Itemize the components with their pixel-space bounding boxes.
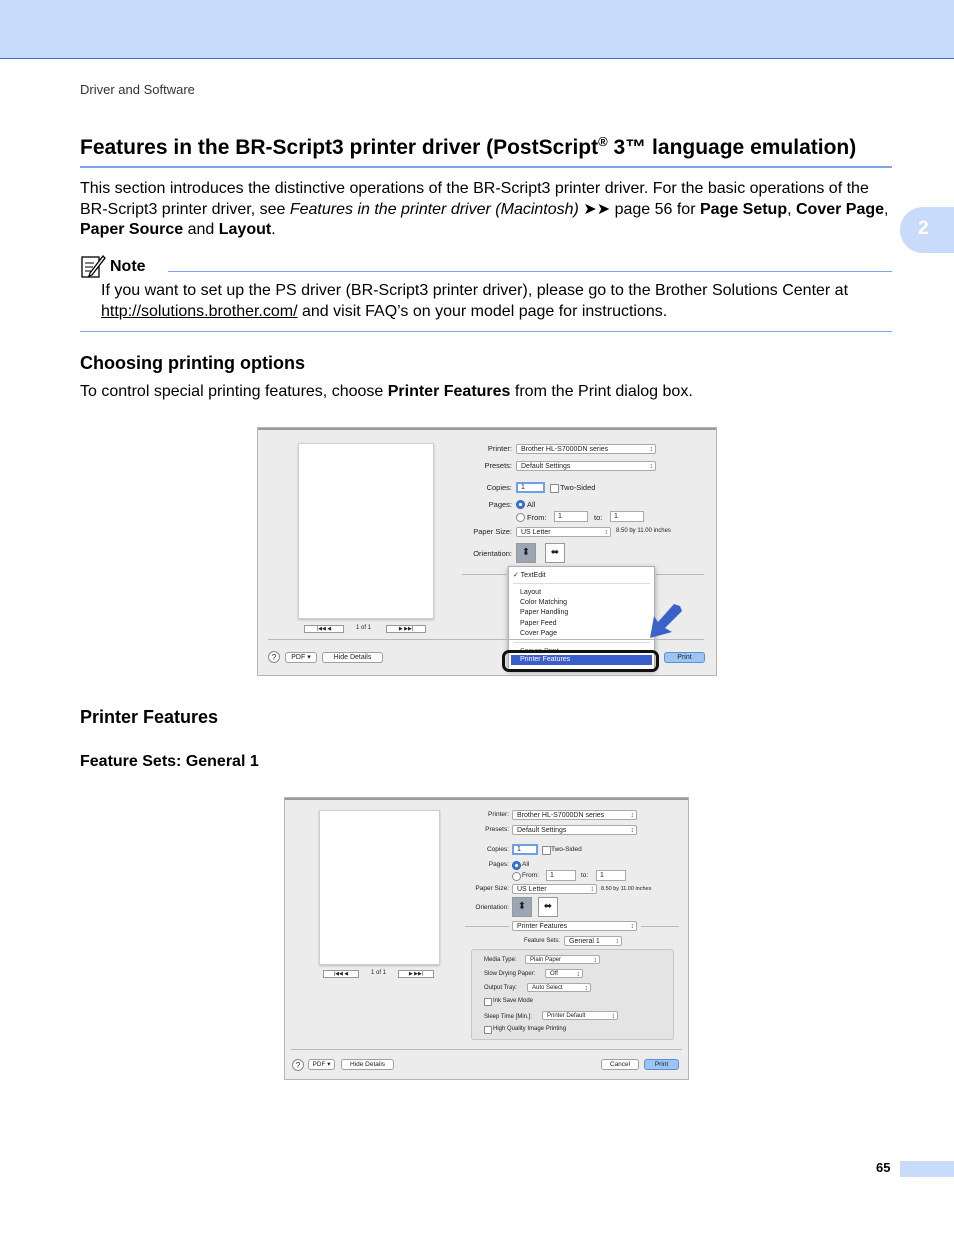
pager-label: 1 of 1 [356,625,372,631]
ink-save-label: Ink Save Mode [493,998,534,1004]
copies-label: Copies: [486,483,512,492]
pages-all-label: All [522,861,530,868]
pages-to-label: to: [594,513,603,522]
high-quality-label: High Quality Image Printing [493,1026,567,1032]
pages-all-radio[interactable] [512,861,521,870]
pages-label: Pages: [488,861,509,868]
feature-sets-label: Feature Sets: [523,938,560,944]
print-button[interactable]: Print [664,652,705,663]
note-rule-top [168,271,892,272]
title-rule [80,166,892,168]
pager-label: 1 of 1 [371,970,387,976]
pdf-button[interactable]: PDF ▾ [308,1059,335,1070]
two-sided-label: Two-Sided [551,846,582,853]
portrait-icon: ⬍ [521,547,531,558]
pages-from-radio[interactable] [512,872,521,881]
help-button[interactable]: ? [268,651,280,663]
note-icon [80,253,106,279]
pointer-arrow-icon [648,604,682,640]
paper-size-select[interactable]: US Letter ↕ [512,884,597,894]
slow-drying-label: Slow Drying Paper: [484,971,536,977]
page-preview [298,443,434,619]
feature-sets-select[interactable]: General 1 ↕ [564,936,622,946]
pdf-button[interactable]: PDF ▾ [285,652,317,663]
pages-from-radio[interactable] [516,513,525,522]
orientation-label: Orientation: [475,904,509,911]
presets-select[interactable]: Default Settings ↕ [512,825,637,835]
pages-all-label: All [527,500,536,509]
print-dialog-screenshot-1 [257,427,717,676]
hide-details-button[interactable]: Hide Details [341,1059,394,1070]
ink-save-checkbox[interactable] [484,998,492,1006]
paper-dimensions: 8.50 by 11.00 inches [616,528,671,534]
printer-select[interactable]: Brother HL-S7000DN series ↕ [512,810,637,820]
intro-reference: Features in the printer driver (Macintosh) [289,200,579,218]
pager-forward-button[interactable]: ▶ ▶▶| [386,625,426,633]
presets-select[interactable]: Default Settings ↕ [516,461,656,471]
landscape-orientation-button[interactable] [545,543,565,563]
paper-size-label: Paper Size: [473,527,512,536]
printer-select[interactable]: Brother HL-S7000DN series ↕ [516,444,656,454]
page-number-bar [900,1161,954,1177]
top-band [0,0,954,59]
pages-to-label: to: [581,872,589,879]
solutions-link[interactable]: http://solutions.brother.com/ [101,302,298,320]
printer-label: Printer: [487,444,512,453]
copies-input[interactable]: 1 [512,844,538,855]
feature-options-panel [471,949,674,1040]
menu-item-printer-features[interactable]: Printer Features [511,655,652,665]
choosing-heading: Choosing printing options [80,353,305,373]
pages-from-label: From: [527,513,547,522]
note-rule-bottom [80,331,892,332]
menu-item-layout[interactable]: Layout [520,589,542,596]
panel-select[interactable]: Printer Features ↕ [512,921,637,931]
pages-from-label: From: [522,872,539,879]
paper-size-select[interactable]: US Letter ↕ [516,527,611,537]
highlight-circle [502,650,659,672]
hide-details-button[interactable]: Hide Details [322,652,383,663]
high-quality-checkbox[interactable] [484,1026,492,1034]
media-type-label: Media Type: [484,957,517,963]
output-tray-label: Output Tray: [484,985,518,991]
copies-label: Copies: [486,846,509,853]
portrait-icon: ⬍ [517,901,527,912]
presets-label: Presets: [485,826,509,833]
pages-label: Pages: [488,500,512,509]
landscape-icon: ⬌ [550,547,560,558]
sleep-time-select[interactable]: Printer Default ↕ [542,1011,618,1020]
menu-item-cover-page[interactable]: Cover Page [520,630,557,637]
orientation-label: Orientation: [473,549,512,558]
section-title: Features in the BR-Script3 printer driver (PostScript® 3™ language emulation) [80,134,857,159]
printer-features-heading: Printer Features [80,707,219,727]
menu-item-color-matching[interactable]: Color Matching [520,599,568,606]
running-header: Driver and Software [80,82,195,97]
slow-drying-select[interactable]: Off ↕ [545,969,583,978]
paper-size-label: Paper Size: [475,885,509,892]
pages-from-input[interactable]: 1 [554,511,588,522]
media-type-select[interactable]: Plain Paper ↕ [525,955,600,964]
two-sided-checkbox[interactable] [542,846,551,855]
portrait-orientation-button[interactable] [512,897,532,917]
presets-label: Presets: [484,461,512,470]
two-sided-checkbox[interactable] [550,484,559,493]
cancel-button[interactable]: Cancel [601,1059,639,1070]
page-number: 65 [876,1160,891,1175]
choosing-paragraph: To control special printing features, choose Printer Features from the Print dialog box. [80,383,693,400]
print-dialog-screenshot-2 [284,797,689,1080]
feature-sets-heading: Feature Sets: General 1 [80,753,259,770]
landscape-orientation-button[interactable] [538,897,558,917]
help-button[interactable]: ? [292,1059,304,1071]
note-label: Note [110,258,146,275]
menu-item-paper-handling[interactable]: Paper Handling [520,609,569,616]
two-sided-label: Two-Sided [560,483,596,492]
printer-label: Printer: [488,811,509,818]
pages-to-input[interactable]: 1 [596,870,626,881]
copies-input[interactable]: 1 [516,482,545,493]
landscape-icon: ⬌ [543,901,553,912]
page-preview [319,810,440,965]
intro-paragraph: This section introduces the distinctive operations of the BR-Script3 printer driver. For the basic operations of the BR-Script3 printer driver, see Features in the printer driver (Macintosh) ➤➤ page 56 for Page Setup, Cover Page, Paper Source and Layout. [80,180,889,238]
pager-back-button[interactable]: |◀◀ ◀ [323,970,359,978]
pager-back-button[interactable]: |◀◀ ◀ [304,625,344,633]
pages-all-radio[interactable] [516,500,525,509]
paper-dimensions: 8.50 by 11.00 inches [601,886,652,892]
menu-item-secure-print[interactable]: Secure Print [520,648,559,652]
portrait-orientation-button[interactable] [516,543,536,563]
menu-item-textedit[interactable]: ✓ TextEdit [513,572,546,579]
print-button[interactable]: Print [644,1059,679,1070]
menu-item-paper-feed[interactable]: Paper Feed [520,620,557,627]
pages-from-input[interactable]: 1 [546,870,576,881]
chapter-tab: 2 [900,207,954,253]
sleep-time-label: Sleep Time [Min.]: [484,1014,533,1020]
pages-to-input[interactable]: 1 [610,511,644,522]
output-tray-select[interactable]: Auto Select ↕ [527,983,591,992]
note-text: If you want to set up the PS driver (BR-Script3 printer driver), please go to the Brother Solutions Center at http://solutions.brother.com/ and visit FAQ’s on your model page for instructions. [101,282,849,320]
pager-forward-button[interactable]: ▶ ▶▶| [398,970,434,978]
